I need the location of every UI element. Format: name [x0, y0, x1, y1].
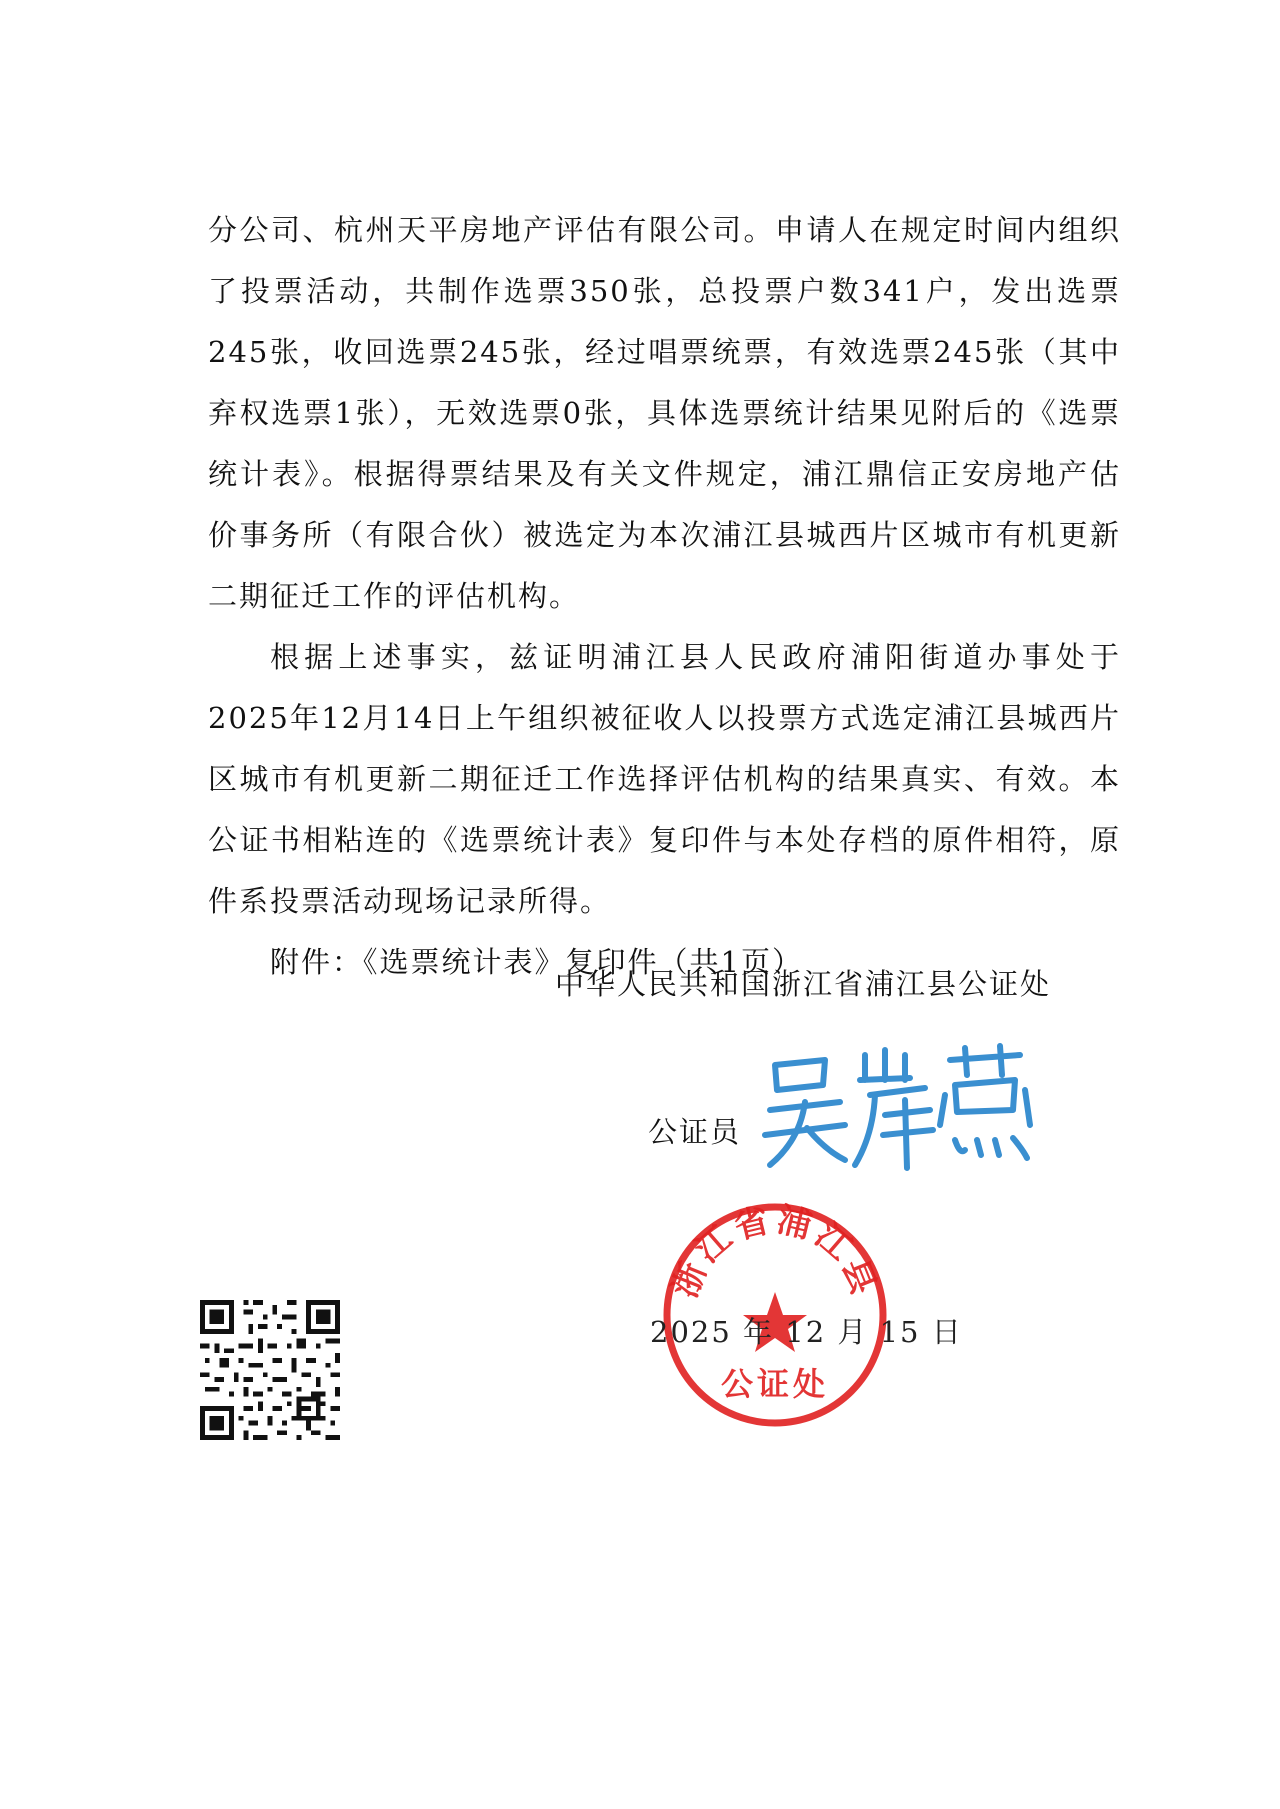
paragraph-attachment: 附件：《选票统计表》复印件（共1页） [270, 945, 803, 979]
notary-signature [755, 1040, 1035, 1175]
svg-text:公证处: 公证处 [720, 1365, 830, 1403]
document-date: 2025 年 12 月 15 日 [650, 1315, 963, 1349]
paragraph-certification: 根据上述事实，兹证明浦江县人民政府浦阳街道办事处于2025年12月14日上午组织被征收人以投票方式选定浦江县城西片区城市有机更新二期征迁工作选择评估机构的结果真实、有效。本公证书相粘连的《选票统计表》复印件与本处存档的原件相符，原件系投票活动现场记录所得。 [208, 640, 1121, 918]
notary-office-name: 中华人民共和国浙江省浦江县公证处 [555, 967, 1052, 1001]
paragraph-voting-result: 分公司、杭州天平房地产评估有限公司。申请人在规定时间内组织了投票活动，共制作选票350张，总投票户数341户，发出选票245张，收回选票245张，经过唱票统票，有效选票245张（其中弃权选票1张），无效选票0张，具体选票统计结果见附后的《选票统计表》。根据得票结果及有关文件规定，浦江鼎信正安房地产估价事务所（有限合伙）被选定为本次浦江县城西片区城市有机更新二期征迁工作的评估机构。 [208, 213, 1121, 613]
document-body [208, 200, 1121, 993]
notary-label: 公证员 [648, 1115, 742, 1149]
svg-text:浙江省浦江县: 浙江省浦江县 [664, 1200, 886, 1304]
qr-code-icon [200, 1300, 340, 1440]
